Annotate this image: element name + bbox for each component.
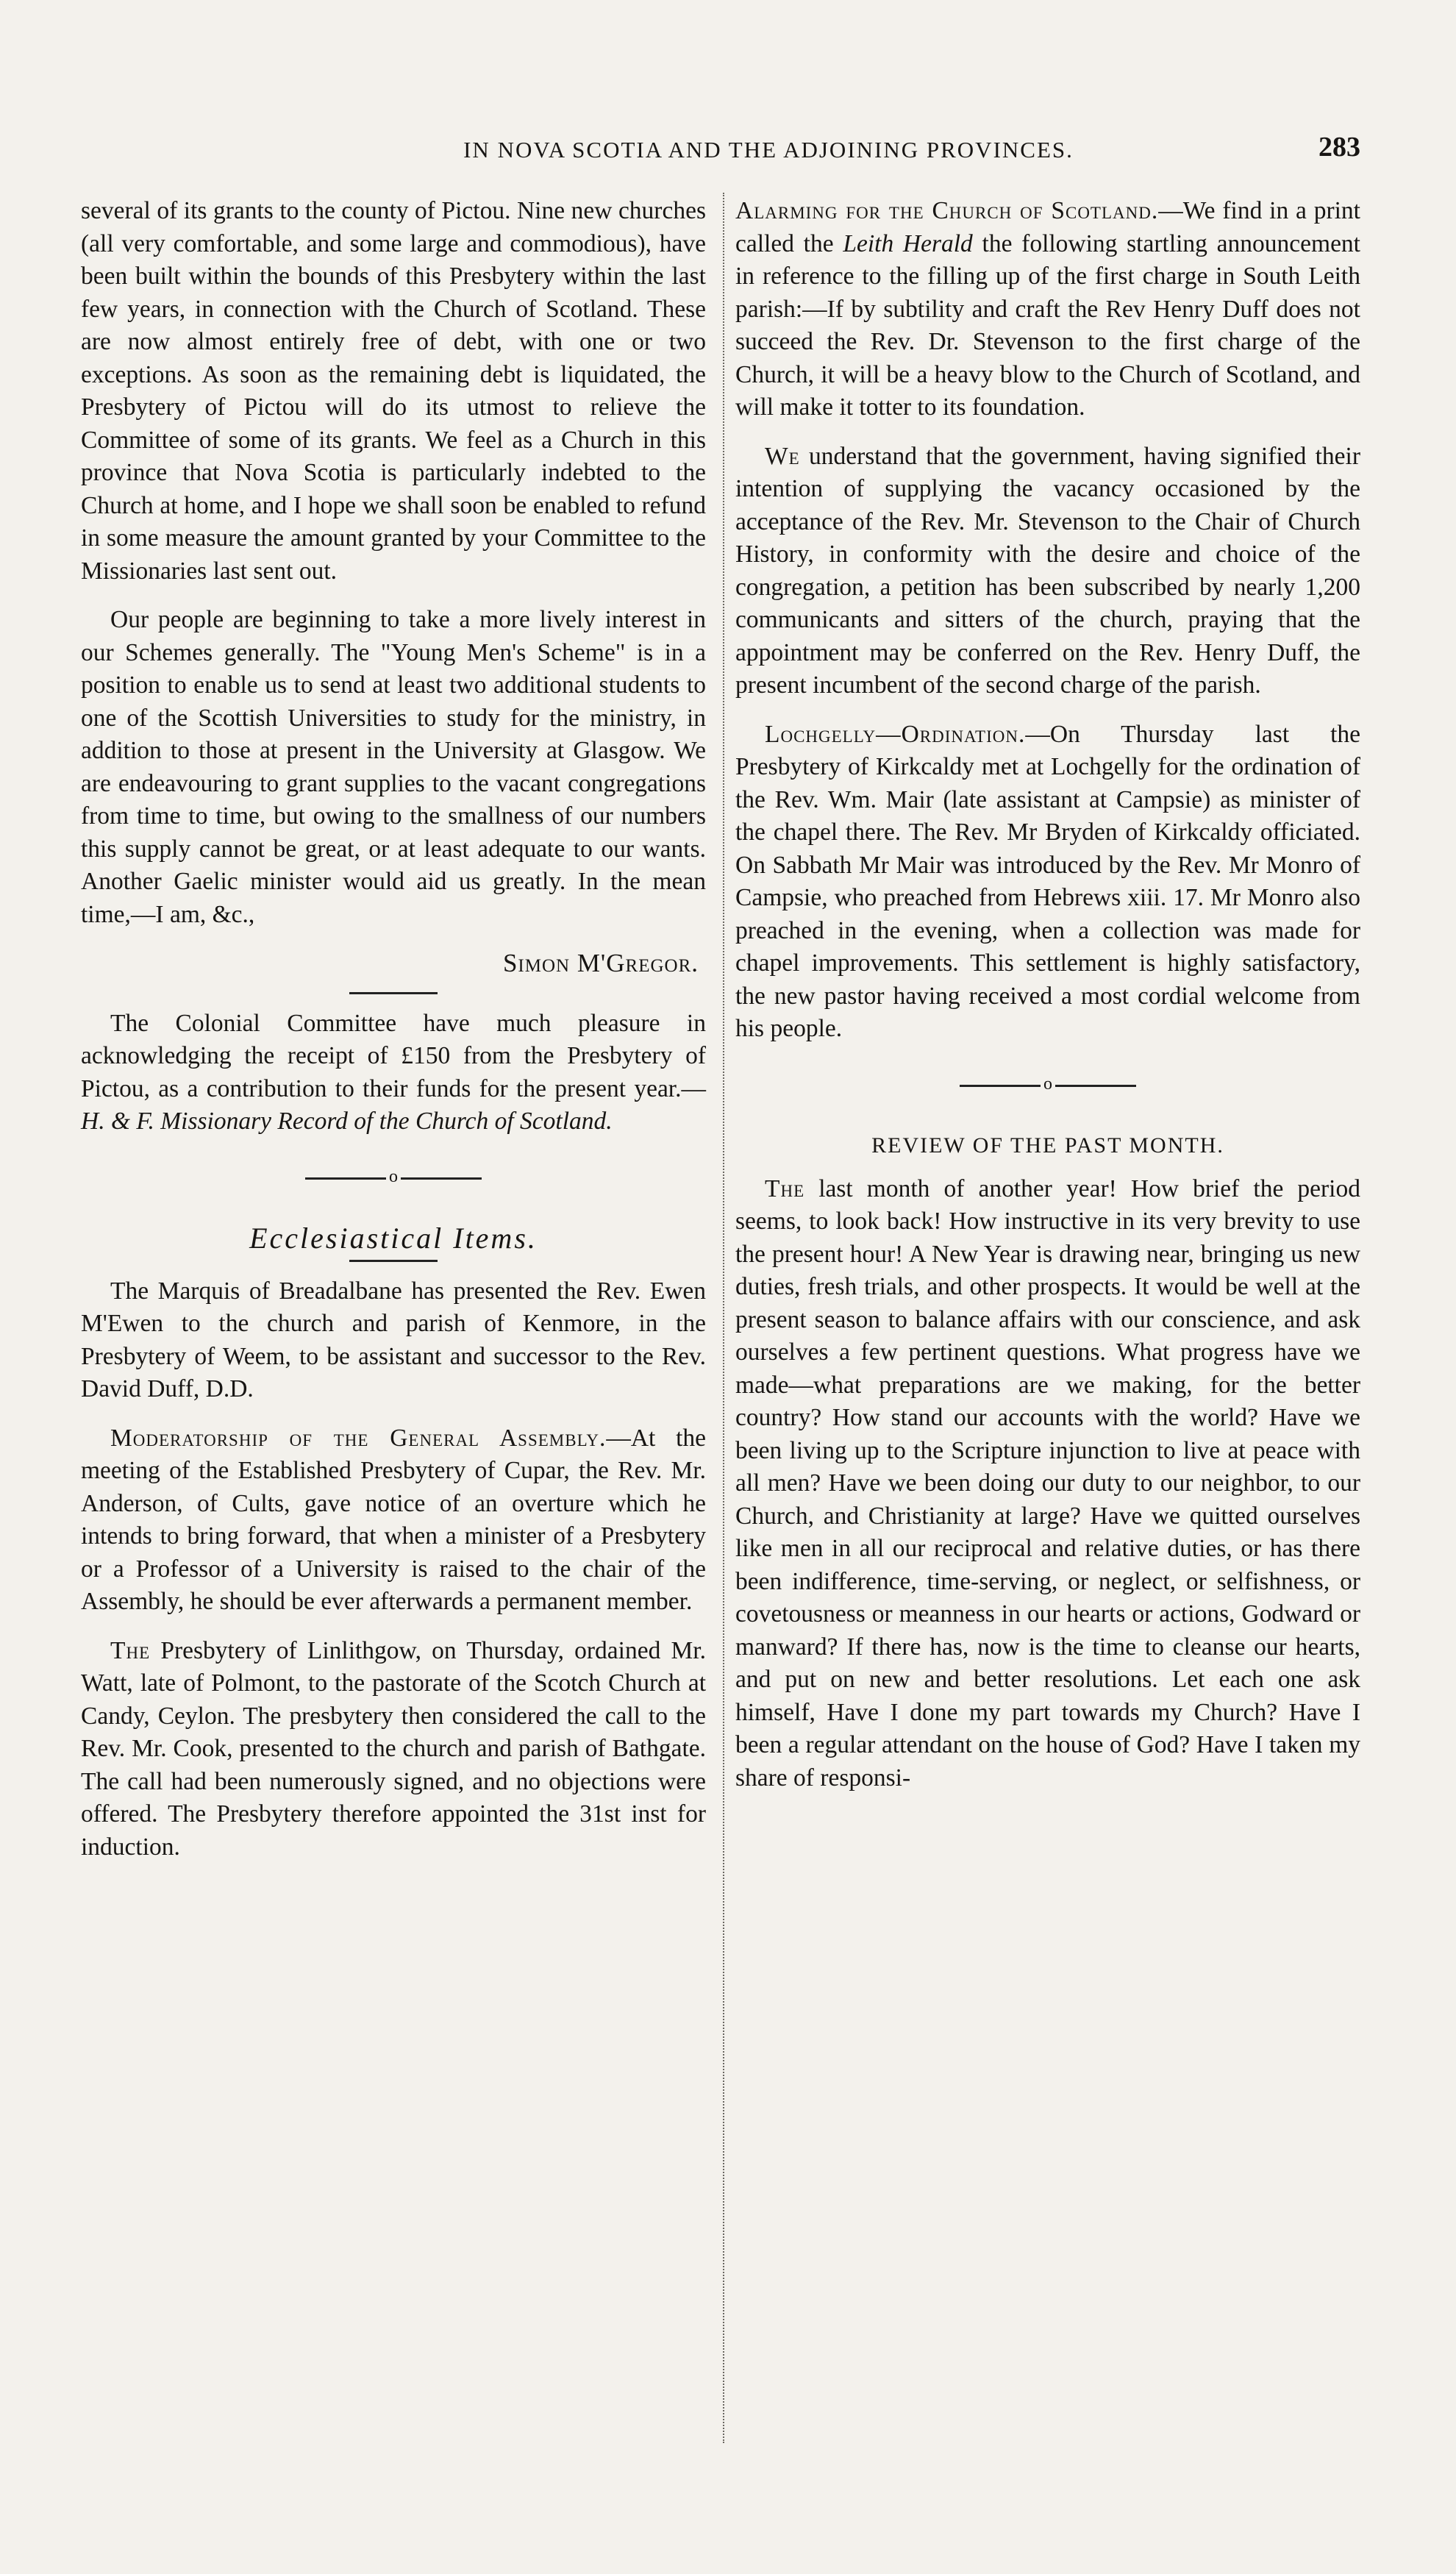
review-body: last month of another year! How brief the period seems, to look back! How instructive in its very brevity to use the present hour! A New Year is drawing near, bringing us new duties, fresh trials, and other prospects. It would be well at the present season to balance affairs with our conscience, and ask ourselves a few pertinent questions. What progress have we made—what preparations are we making, for the better country? How stand our accounts with the world? Have we been living up to the Scripture injunction to live at peace with all men? Have we been doing our duty to our neighbor, to our Church, and Christianity at large? Have we quitted ourselves like men in all our reciprocal and relative duties, or has there been indifference, time-serving, or neglect, or selfishness, or covetousness or meanness in our hearts or actions, Godward or manward? If there has, now is the time to cleanse our hearts, and put on new and better resolutions. Let each one ask himself, Have I done my part towards my Church? Have I been a regular attendant on the house of God? Have I taken my share of responsi- — [735, 1174, 1360, 1792]
item-alarming-body: the following startling announcement in reference to the filling up of the first charge in South Leith parish:—If by subtility and craft the Rev Henry Duff does not succeed the Rev. Dr. Stevenson to the first charge of the Church, it will be a heavy blow to the Church of Scotland, and will make it totter to its foundation. — [735, 229, 1360, 421]
review-heading: REVIEW OF THE PAST MONTH. — [871, 1133, 1224, 1158]
item-lochgelly-lead: Lochgelly—Ordination. — [765, 720, 1026, 748]
signature: Simon M'Gregor. — [502, 949, 699, 977]
running-title: IN NOVA SCOTIA AND THE ADJOINING PROVINCES. — [463, 137, 1074, 163]
letter-paragraph-1-text: several of its grants to the county of Pictou. Nine new churches (all very comfortable, and some large and commodious), have been built within the bounds of this Presbytery within the last few years, in connection with the Church of Scotland. These are now almost entirely free of debt, with one or two exceptions. As soon as the remaining debt is liquidated, the Presbytery of Pictou will do its utmost to relieve the Committee of some of its grants. We feel as a Church in this province that Nova Scotia is particularly indebted to the Church at home, and I hope we shall soon be enabled to refund in some measure the amount granted by your Committee to the Missionaries last sent out. — [81, 197, 706, 585]
heading-rule — [349, 1260, 438, 1262]
item-lochgelly — [735, 719, 1360, 1046]
item-moderatorship — [81, 1422, 706, 1619]
item-alarming-paper: Leith Herald — [843, 229, 973, 257]
page-number: 283 — [1318, 132, 1360, 163]
item-lochgelly-body: —On Thursday last the Presbytery of Kirkcaldy met at Lochgelly for the ordination of the Rev. Wm. Mair (late assistant at Campsie) as minister of the chapel there. The Rev. Mr Bryden of Kirkcaldy officiated. On Sabbath Mr Mair was introduced by the Rev. Mr Monro of Campsie, who preached from Hebrews xiii. 17. Mr Monro also preached in the evening, when a collection was made for chapel improvements. This settlement is highly satisfactory, the new pastor having received a most cordial welcome from his people. — [735, 720, 1360, 1042]
item-petition-lead: We — [765, 442, 800, 470]
column-divider — [723, 193, 724, 2443]
item-alarming-mid: —We find in a print called the — [735, 197, 1360, 257]
colonial-committee-note — [81, 1008, 706, 1138]
letter-paragraph-2: Our people are beginning to take a more lively interest in our Schemes generally. The "Young Men's Scheme" is in a position to enable us to send at least two additional students to one of the Scottish Universities to study for the ministry, in addition to those at present in the University at Glasgow. We are endeavouring to grant supplies to the vacant congregations from time to time, but owing to the smallness of our numbers this supply cannot be great, or at least adequate to our wants. Another Gaelic minister would aid us greatly. In the mean time,—I am, &c., — [81, 606, 706, 928]
separator-mark: o — [1043, 1074, 1052, 1094]
item-linlithgow — [81, 1635, 706, 1864]
separator-line-right — [1055, 1085, 1136, 1087]
section-separator — [81, 1165, 706, 1194]
section-heading: Ecclesiastical Items. — [249, 1222, 538, 1255]
item-moderatorship-body: —At the meeting of the Established Presbytery of Cupar, the Rev. Mr. Anderson, of Cults, gave notice of an overture which he intends to bring forward, that when a minister of a Presbytery or a Professor of a University is raised to the chair of the Assembly, he should be ever afterwards a permanent member. — [81, 1424, 707, 1615]
colonial-committee-source: H. & F. Missionary Record of the Church of Scotland. — [81, 1108, 613, 1135]
item-alarming — [735, 195, 1360, 424]
short-rule — [349, 992, 438, 994]
item-petition-body: understand that the government, having signified their intention of supplying the vacancy occasioned by the acceptance of the Rev. Mr. Stevenson to the Chair of Church History, in conformity with the desire and choice of the congregation, a petition has been subscribed by nearly 1,200 communicants and sitters of the church, praying that the appointment may be conferred on the Rev. Henry Duff, the present incumbent of the second charge of the parish. — [735, 442, 1360, 699]
item-moderatorship-lead: Moderatorship of the General Assembly. — [110, 1424, 607, 1452]
separator-mark: o — [389, 1166, 398, 1186]
separator-line-left — [960, 1085, 1041, 1087]
review-lead: The — [765, 1174, 805, 1202]
separator-line-left — [305, 1177, 386, 1180]
colonial-committee-text: The Colonial Committee have much pleasure in acknowledging the receipt of £150 from the Presbytery of Pictou, as a contribution to their funds for the present year.— — [81, 1009, 706, 1102]
letter-paragraph-1 — [81, 195, 706, 588]
item-breadalbane: The Marquis of Breadalbane has presented the Rev. Ewen M'Ewen to the church and parish of Kenmore, in the Presbytery of Weem, to be assistant and successor to the Rev. David Duff, D.D. — [81, 1277, 706, 1402]
item-linlithgow-body: Presbytery of Linlithgow, on Thursday, ordained Mr. Watt, late of Polmont, to the pastorate of the Scotch Church at Candy, Ceylon. The presbytery then considered the call to the Rev. Mr. Cook, presented to the church and parish of Bathgate. The call had been numerously signed, and no objections were offered. The Presbytery therefore appointed the 31st inst for induction. — [81, 1636, 706, 1861]
item-alarming-lead: Alarming for the Church of Scotland. — [735, 197, 1159, 224]
separator-line-right — [401, 1177, 482, 1180]
right-column — [735, 195, 1360, 1811]
review-paragraph — [735, 1173, 1360, 1795]
left-column — [81, 195, 706, 1880]
section-separator-right — [735, 1072, 1360, 1101]
item-linlithgow-lead: The — [110, 1636, 151, 1664]
running-header — [0, 132, 1456, 174]
item-petition — [735, 441, 1360, 702]
